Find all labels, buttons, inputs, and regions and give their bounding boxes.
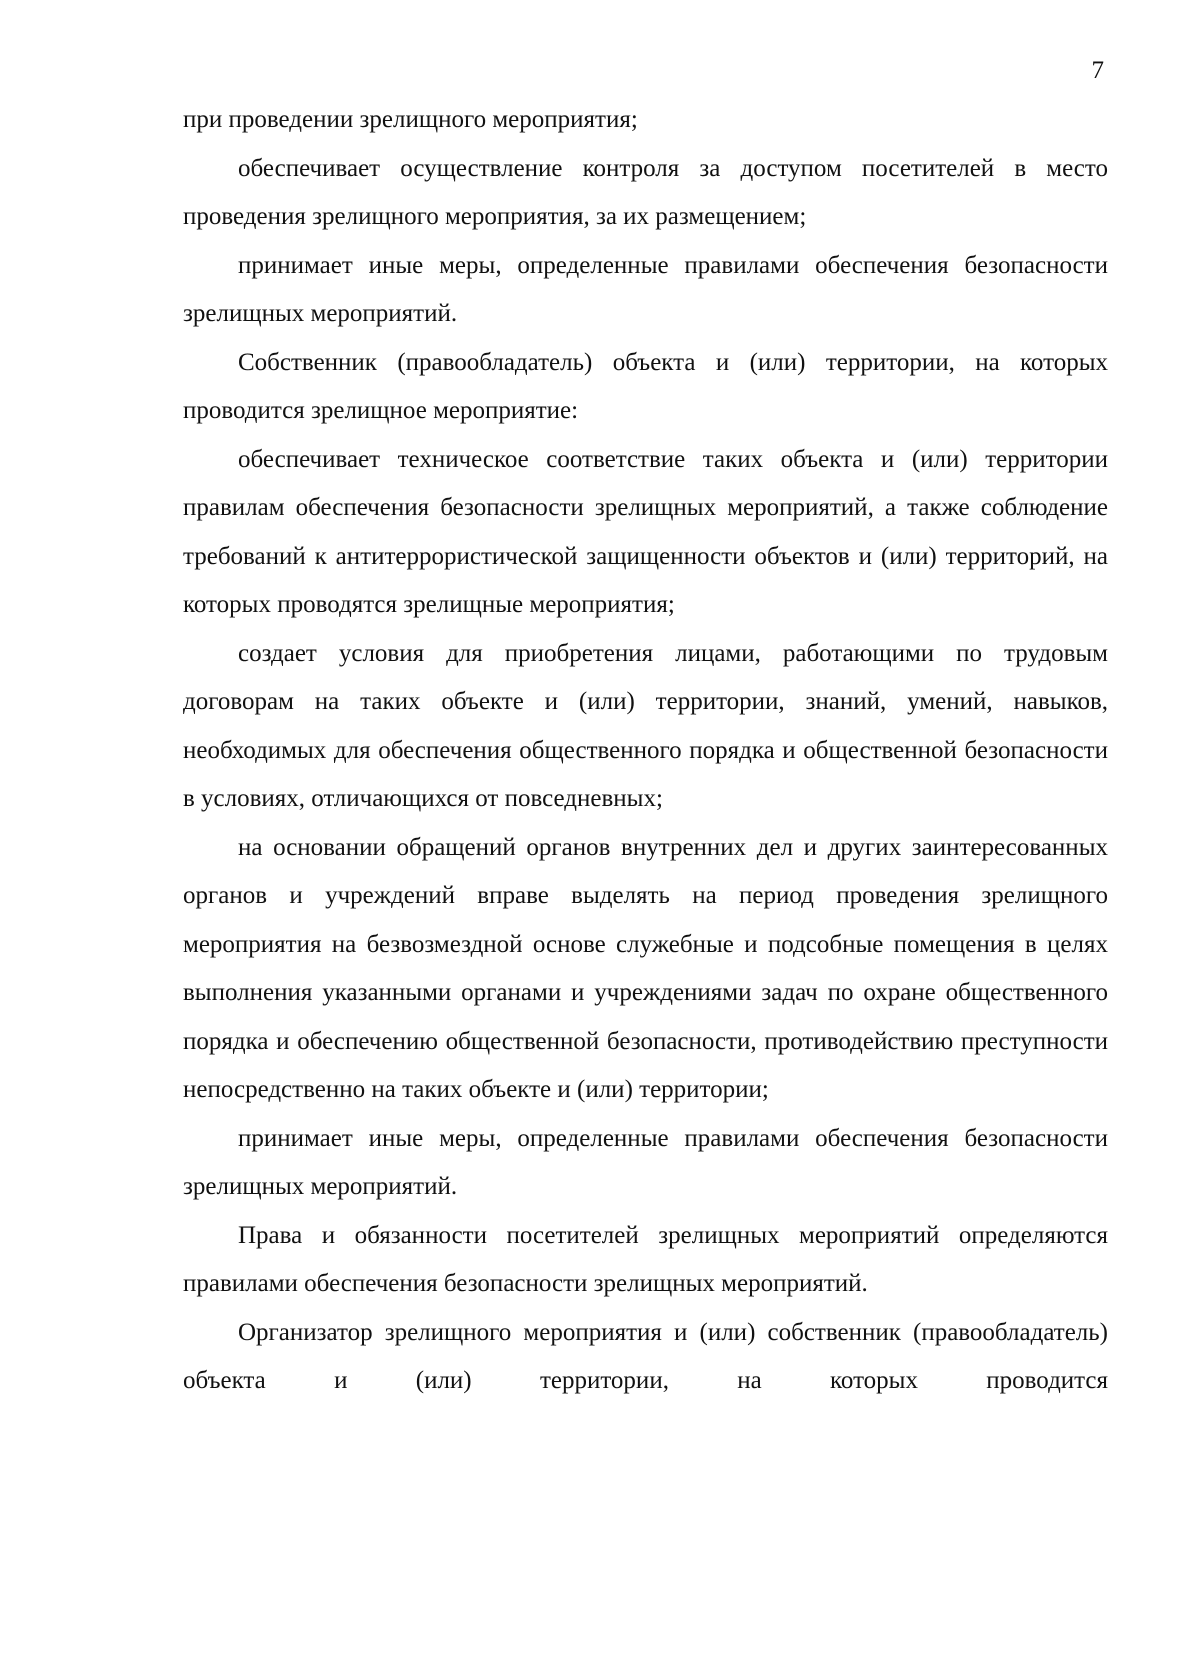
paragraph: принимает иные меры, определенные правилами обеспечения безопасности зрелищных мероприятий. xyxy=(183,251,1108,327)
document-body xyxy=(183,96,1108,1406)
paragraph: Собственник (правообладатель) объекта и (или) территории, на которых проводится зрелищное мероприятие: xyxy=(183,348,1108,424)
paragraph: обеспечивает техническое соответствие таких объекта и (или) территории правилам обеспечения безопасности зрелищных мероприятий, а также соблюдение требований к антитеррористической защищенности объектов и (или) территорий, на которых проводятся зрелищные мероприятия; xyxy=(183,445,1108,618)
paragraph: обеспечивает осуществление контроля за доступом посетителей в место проведения зрелищного мероприятия, за их размещением; xyxy=(183,154,1108,230)
paragraph: на основании обращений органов внутренних дел и других заинтересованных органов и учреждений вправе выделять на период проведения зрелищного мероприятия на безвозмездной основе служебные и подсобные помещения в целях выполнения указанными органами и учреждениями задач по охране общественного порядка и обеспечению общественной безопасности, противодействию преступности непосредственно на таких объекте и (или) территории; xyxy=(183,833,1108,1103)
page-number: 7 xyxy=(1091,57,1104,84)
paragraph-continuation: при проведении зрелищного мероприятия; xyxy=(183,106,638,133)
paragraph-continues-next-page: Организатор зрелищного мероприятия и (или) собственник (правообладатель) объекта и (или) территории, на которых проводится xyxy=(183,1318,1108,1394)
paragraph: принимает иные меры, определенные правилами обеспечения безопасности зрелищных мероприятий. xyxy=(183,1124,1108,1200)
paragraph: создает условия для приобретения лицами, работающими по трудовым договорам на таких объекте и (или) территории, знаний, умений, навыков, необходимых для обеспечения общественного порядка и общественной безопасности в условиях, отличающихся от повседневных; xyxy=(183,639,1108,812)
paragraph: Права и обязанности посетителей зрелищных мероприятий определяются правилами обеспечения безопасности зрелищных мероприятий. xyxy=(183,1221,1108,1297)
